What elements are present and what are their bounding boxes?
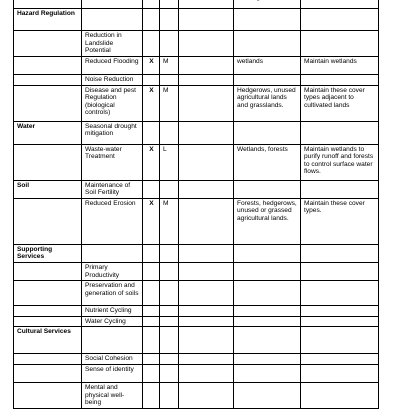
- category-cell: [14, 0, 82, 9]
- table-row: [14, 382, 379, 408]
- level-cell: [160, 354, 179, 365]
- selected-mark-cell: [143, 327, 160, 354]
- notes-cell: [179, 327, 234, 354]
- recommendation-cell: [301, 327, 379, 354]
- selected-mark-cell: [143, 75, 160, 86]
- table-row: [14, 85, 379, 121]
- level-cell: [160, 316, 179, 327]
- service-cell: Reduced Flooding: [82, 57, 143, 75]
- level-cell: [160, 306, 179, 317]
- table-row: [14, 57, 379, 75]
- selected-mark-cell: [143, 244, 160, 262]
- ecosystem-services-table: [13, 0, 379, 409]
- recommendation-cell: Maintain wetlands: [301, 57, 379, 75]
- notes-cell: [179, 180, 234, 198]
- service-cell: [82, 244, 143, 262]
- table-row: [14, 9, 379, 31]
- category-cell: [14, 75, 82, 86]
- service-cell: Waste-water Treatment: [82, 144, 143, 180]
- recommendation-cell: Maintain these cover types adjacent to cultivated lands: [301, 85, 379, 121]
- recommendation-cell: [301, 75, 379, 86]
- level-cell: [160, 382, 179, 408]
- level-cell: [160, 180, 179, 198]
- service-cell: [82, 327, 143, 354]
- notes-cell: [179, 306, 234, 317]
- recommendation-cell: Maintain these cover types.: [301, 198, 379, 244]
- selected-mark-cell: [143, 306, 160, 317]
- service-cell: Disease and pest Regulation (biological controls): [82, 85, 143, 121]
- notes-cell: [179, 121, 234, 144]
- notes-cell: [179, 354, 234, 365]
- service-cell: Preservation and generation of soils: [82, 281, 143, 306]
- recommendation-cell: [301, 121, 379, 144]
- cover-type-cell: [234, 244, 301, 262]
- notes-cell: [179, 31, 234, 57]
- service-cell: [82, 0, 143, 9]
- recommendation-cell: [301, 0, 379, 9]
- category-cell: [14, 31, 82, 57]
- selected-mark-cell: X: [143, 57, 160, 75]
- level-cell: [160, 0, 179, 9]
- cover-type-cell: wetlands: [234, 57, 301, 75]
- level-cell: [160, 121, 179, 144]
- cover-type-cell: [234, 354, 301, 365]
- cover-type-cell: [234, 75, 301, 86]
- recommendation-cell: [301, 316, 379, 327]
- selected-mark-cell: [143, 180, 160, 198]
- recommendation-cell: [301, 262, 379, 280]
- cover-type-cell: [234, 121, 301, 144]
- document-page: [13, 0, 378, 409]
- notes-cell: [179, 281, 234, 306]
- recommendation-cell: [301, 281, 379, 306]
- notes-cell: [179, 0, 234, 9]
- notes-cell: [179, 57, 234, 75]
- notes-cell: [179, 364, 234, 382]
- table-row: [14, 354, 379, 365]
- notes-cell: [179, 262, 234, 280]
- selected-mark-cell: [143, 262, 160, 280]
- table-row: [14, 144, 379, 180]
- cover-type-cell: [234, 0, 301, 9]
- notes-cell: [179, 316, 234, 327]
- cover-type-cell: Hedgerows, unused agricultural lands and grasslands.: [234, 85, 301, 121]
- cover-type-cell: [234, 262, 301, 280]
- cover-type-cell: [234, 180, 301, 198]
- selected-mark-cell: X: [143, 198, 160, 244]
- recommendation-cell: [301, 382, 379, 408]
- category-cell: [14, 281, 82, 306]
- selected-mark-cell: [143, 281, 160, 306]
- notes-cell: [179, 85, 234, 121]
- notes-cell: [179, 9, 234, 31]
- category-cell: [14, 382, 82, 408]
- cover-type-cell: Forests, hedgerows, unused or grassed agricultural lands.: [234, 198, 301, 244]
- notes-cell: [179, 382, 234, 408]
- category-cell: [14, 198, 82, 244]
- selected-mark-cell: [143, 121, 160, 144]
- recommendation-cell: [301, 9, 379, 31]
- category-cell: [14, 354, 82, 365]
- cover-type-cell: Wetlands, forests: [234, 144, 301, 180]
- cover-type-cell: [234, 316, 301, 327]
- selected-mark-cell: [143, 9, 160, 31]
- table-row: [14, 75, 379, 86]
- service-cell: Reduction in Landslide Potential: [82, 31, 143, 57]
- notes-cell: [179, 144, 234, 180]
- category-cell: [14, 144, 82, 180]
- level-cell: M: [160, 85, 179, 121]
- cover-type-cell: [234, 327, 301, 354]
- table-row: [14, 281, 379, 306]
- service-cell: Primary Productivity: [82, 262, 143, 280]
- table-row: [14, 327, 379, 354]
- service-cell: Water Cycling: [82, 316, 143, 327]
- level-cell: [160, 364, 179, 382]
- table-body: [14, 0, 379, 408]
- cover-type-cell: [234, 364, 301, 382]
- recommendation-cell: [301, 354, 379, 365]
- table-row: [14, 180, 379, 198]
- table-row: [14, 121, 379, 144]
- selected-mark-cell: [143, 0, 160, 9]
- cover-type-cell: [234, 382, 301, 408]
- cover-type-cell: [234, 281, 301, 306]
- selected-mark-cell: [143, 382, 160, 408]
- category-cell: Water: [14, 121, 82, 144]
- selected-mark-cell: [143, 364, 160, 382]
- recommendation-cell: [301, 306, 379, 317]
- category-cell: [14, 262, 82, 280]
- selected-mark-cell: X: [143, 144, 160, 180]
- table-row: [14, 364, 379, 382]
- level-cell: L: [160, 144, 179, 180]
- selected-mark-cell: [143, 354, 160, 365]
- level-cell: [160, 262, 179, 280]
- table-row: [14, 316, 379, 327]
- selected-mark-cell: [143, 31, 160, 57]
- recommendation-cell: Maintain wetlands to purify runoff and forests to control surface water flows.: [301, 144, 379, 180]
- table-row: [14, 306, 379, 317]
- service-cell: Maintenance of Soil Fertility: [82, 180, 143, 198]
- selected-mark-cell: X: [143, 85, 160, 121]
- service-cell: Sense of identity: [82, 364, 143, 382]
- level-cell: M: [160, 198, 179, 244]
- category-cell: [14, 364, 82, 382]
- service-cell: Nutrient Cycling: [82, 306, 143, 317]
- category-cell: [14, 316, 82, 327]
- category-cell: [14, 85, 82, 121]
- cover-type-cell: [234, 9, 301, 31]
- service-cell: Noise Reduction: [82, 75, 143, 86]
- service-cell: Seasonal drought mitigation: [82, 121, 143, 144]
- category-cell: [14, 57, 82, 75]
- table-row: [14, 198, 379, 244]
- notes-cell: [179, 244, 234, 262]
- service-cell: [82, 9, 143, 31]
- category-cell: [14, 306, 82, 317]
- notes-cell: [179, 75, 234, 86]
- level-cell: [160, 281, 179, 306]
- table-row: [14, 31, 379, 57]
- level-cell: [160, 31, 179, 57]
- table-row: [14, 244, 379, 262]
- selected-mark-cell: [143, 316, 160, 327]
- table-row: [14, 0, 379, 9]
- category-cell: Soil: [14, 180, 82, 198]
- recommendation-cell: [301, 31, 379, 57]
- service-cell: Reduced Erosion: [82, 198, 143, 244]
- service-cell: Social Cohesion: [82, 354, 143, 365]
- category-cell: Cultural Services: [14, 327, 82, 354]
- level-cell: [160, 327, 179, 354]
- recommendation-cell: [301, 180, 379, 198]
- recommendation-cell: [301, 364, 379, 382]
- recommendation-cell: [301, 244, 379, 262]
- level-cell: [160, 244, 179, 262]
- cover-type-cell: [234, 306, 301, 317]
- notes-cell: [179, 198, 234, 244]
- category-cell: Supporting Services: [14, 244, 82, 262]
- level-cell: [160, 9, 179, 31]
- level-cell: [160, 75, 179, 86]
- category-cell: Hazard Regulation: [14, 9, 82, 31]
- cover-type-cell: [234, 31, 301, 57]
- service-cell: Mental and physical well-being: [82, 382, 143, 408]
- table-row: [14, 262, 379, 280]
- level-cell: M: [160, 57, 179, 75]
